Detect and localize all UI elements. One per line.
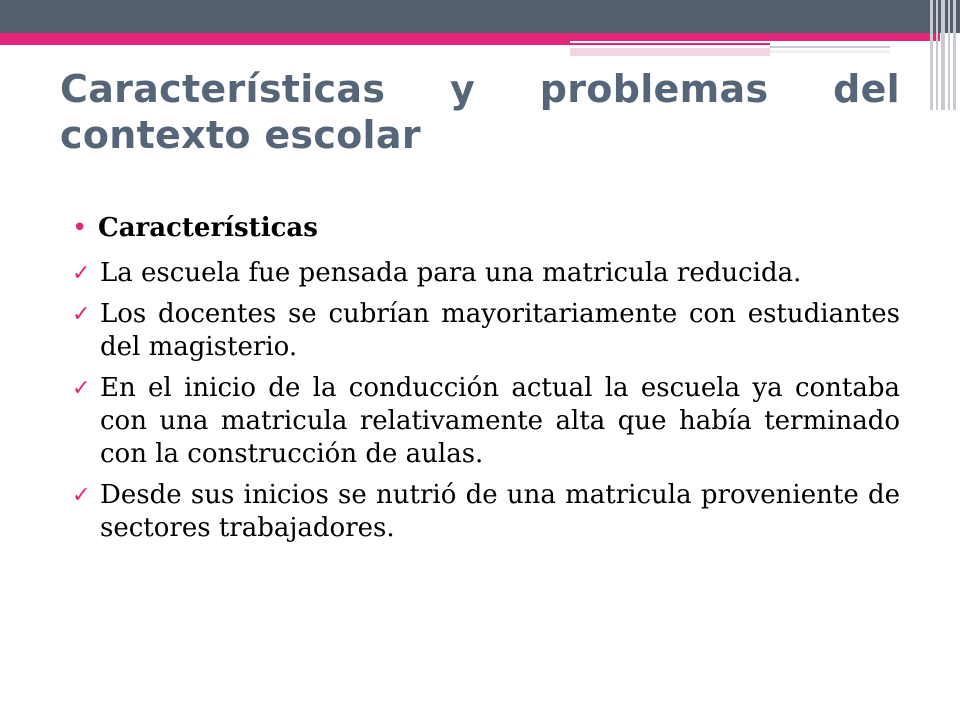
list-item-text: En el inicio de la conducción actual la escuela ya contaba con una matricula relativamente alta que había terminado con la construcción de aulas. xyxy=(100,373,900,469)
accent-stripe-lower xyxy=(0,41,570,45)
stripe xyxy=(936,0,938,110)
bullet-dot-icon: • xyxy=(72,213,88,243)
slide-body xyxy=(72,212,900,553)
bullet-heading-row xyxy=(72,212,900,245)
list-item xyxy=(72,479,900,545)
checkmark-icon: ✓ xyxy=(72,376,91,401)
header-bar xyxy=(0,0,960,33)
list-item xyxy=(72,372,900,471)
slide-title: Características y problemas del contexto escolar xyxy=(60,67,900,157)
checkmark-icon: ✓ xyxy=(72,261,91,286)
list-item xyxy=(72,298,900,364)
checkmark-icon: ✓ xyxy=(72,302,91,327)
list-item-text: Desde sus inicios se nutrió de una matricula proveniente de sectores trabajadores. xyxy=(100,480,900,543)
accent-stripe xyxy=(0,33,940,41)
accent-stripe-thin xyxy=(570,43,770,45)
vertical-stripes-decoration xyxy=(928,0,960,110)
decorative-block xyxy=(570,48,770,56)
decorative-line xyxy=(770,46,890,48)
decorative-block-light xyxy=(770,50,890,53)
list-item-text: Los docentes se cubrían mayoritariamente con estudiantes del magisterio. xyxy=(100,299,900,362)
stripe xyxy=(941,0,945,110)
list-item xyxy=(72,257,900,290)
stripe xyxy=(930,0,933,110)
section-heading: Características xyxy=(98,213,318,243)
checkmark-icon: ✓ xyxy=(72,483,91,508)
list-item-text: La escuela fue pensada para una matricula reducida. xyxy=(100,258,802,288)
stripe xyxy=(948,0,950,110)
stripe xyxy=(953,0,956,110)
